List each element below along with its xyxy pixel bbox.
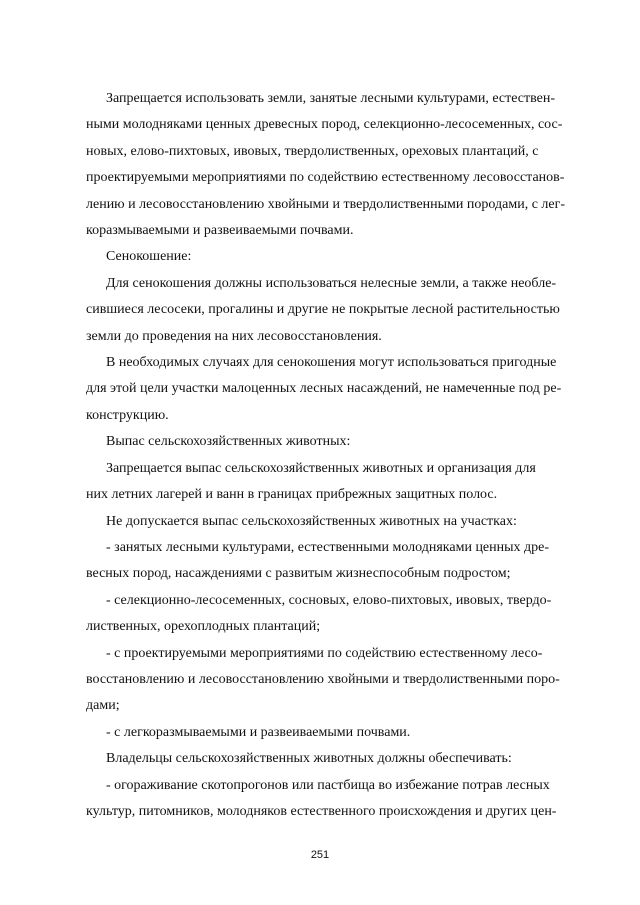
list-item-plantations: - селекционно-лесосеменных, сосновых, елово-пихтовых, ивовых, твердо- лиственных, орехоплодных плантаций;: [86, 592, 552, 635]
paragraph-haymaking-low-value-stands: В необходимых случаях для сенокошения могут использоваться пригодные для этой цели участки малоценных лесных насаждений, не намеченные под ре- конструкцию.: [86, 355, 562, 423]
list-item-erodible-soils: - с легкоразмываемыми и развеиваемыми почвами.: [106, 724, 411, 740]
page-number: 251: [310, 849, 330, 861]
heading-haymaking: Сенокошение:: [106, 249, 192, 265]
paragraph-owners-obligations: Владельцы сельскохозяйственных животных должны обеспечивать:: [106, 751, 512, 767]
heading-livestock-grazing: Выпас сельскохозяйственных животных:: [106, 434, 351, 450]
list-item-forest-cultures: - занятых лесными культурами, естественными молодняками ценных дре- весных пород, насаждениями с развитым жизнеспособным подростом;: [86, 539, 550, 582]
list-item-fencing: - огораживание скотопрогонов или пастбища во избежание потрав лесных культур, питомников, молодняков естественного происхождения и других цен-: [86, 777, 557, 819]
paragraph-haymaking-lands: Для сенокошения должны использоваться нелесные земли, а также необле- сившиеся лесосеки, прогалины и другие не покрытые лесной растительностью земли до проведения на них лесовосстановления.: [86, 275, 560, 344]
body-text: [86, 86, 586, 825]
paragraph-grazing-not-allowed: Не допускается выпас сельскохозяйственных животных на участках:: [106, 513, 517, 529]
paragraph-grazing-prohibition: Запрещается выпас сельскохозяйственных животных и организация для них летних лагерей и ванн в границах прибрежных защитных полос.: [86, 460, 536, 503]
paragraph-land-use-prohibition: Запрещается использовать земли, занятые лесными культурами, естествен- ными молодняками ценных древесных пород, селекционно-лесосеменных, сос- новых, елово-пихтовых, ивовых, твердолиственных, ореховых плантаций, с проектируемыми мероприятиями по содействию естественному лесовосстанов- лению и лесовосстановлению хвойными и твердолиственными породами, с лег- коразмываемыми и развеиваемыми почвами.: [86, 91, 566, 239]
list-item-reforestation-measures: - с проектируемыми мероприятиями по содействию естественному лесо- восстановлению и лесовосстановлению хвойными и твердолиственными поро- дами;: [86, 645, 560, 714]
